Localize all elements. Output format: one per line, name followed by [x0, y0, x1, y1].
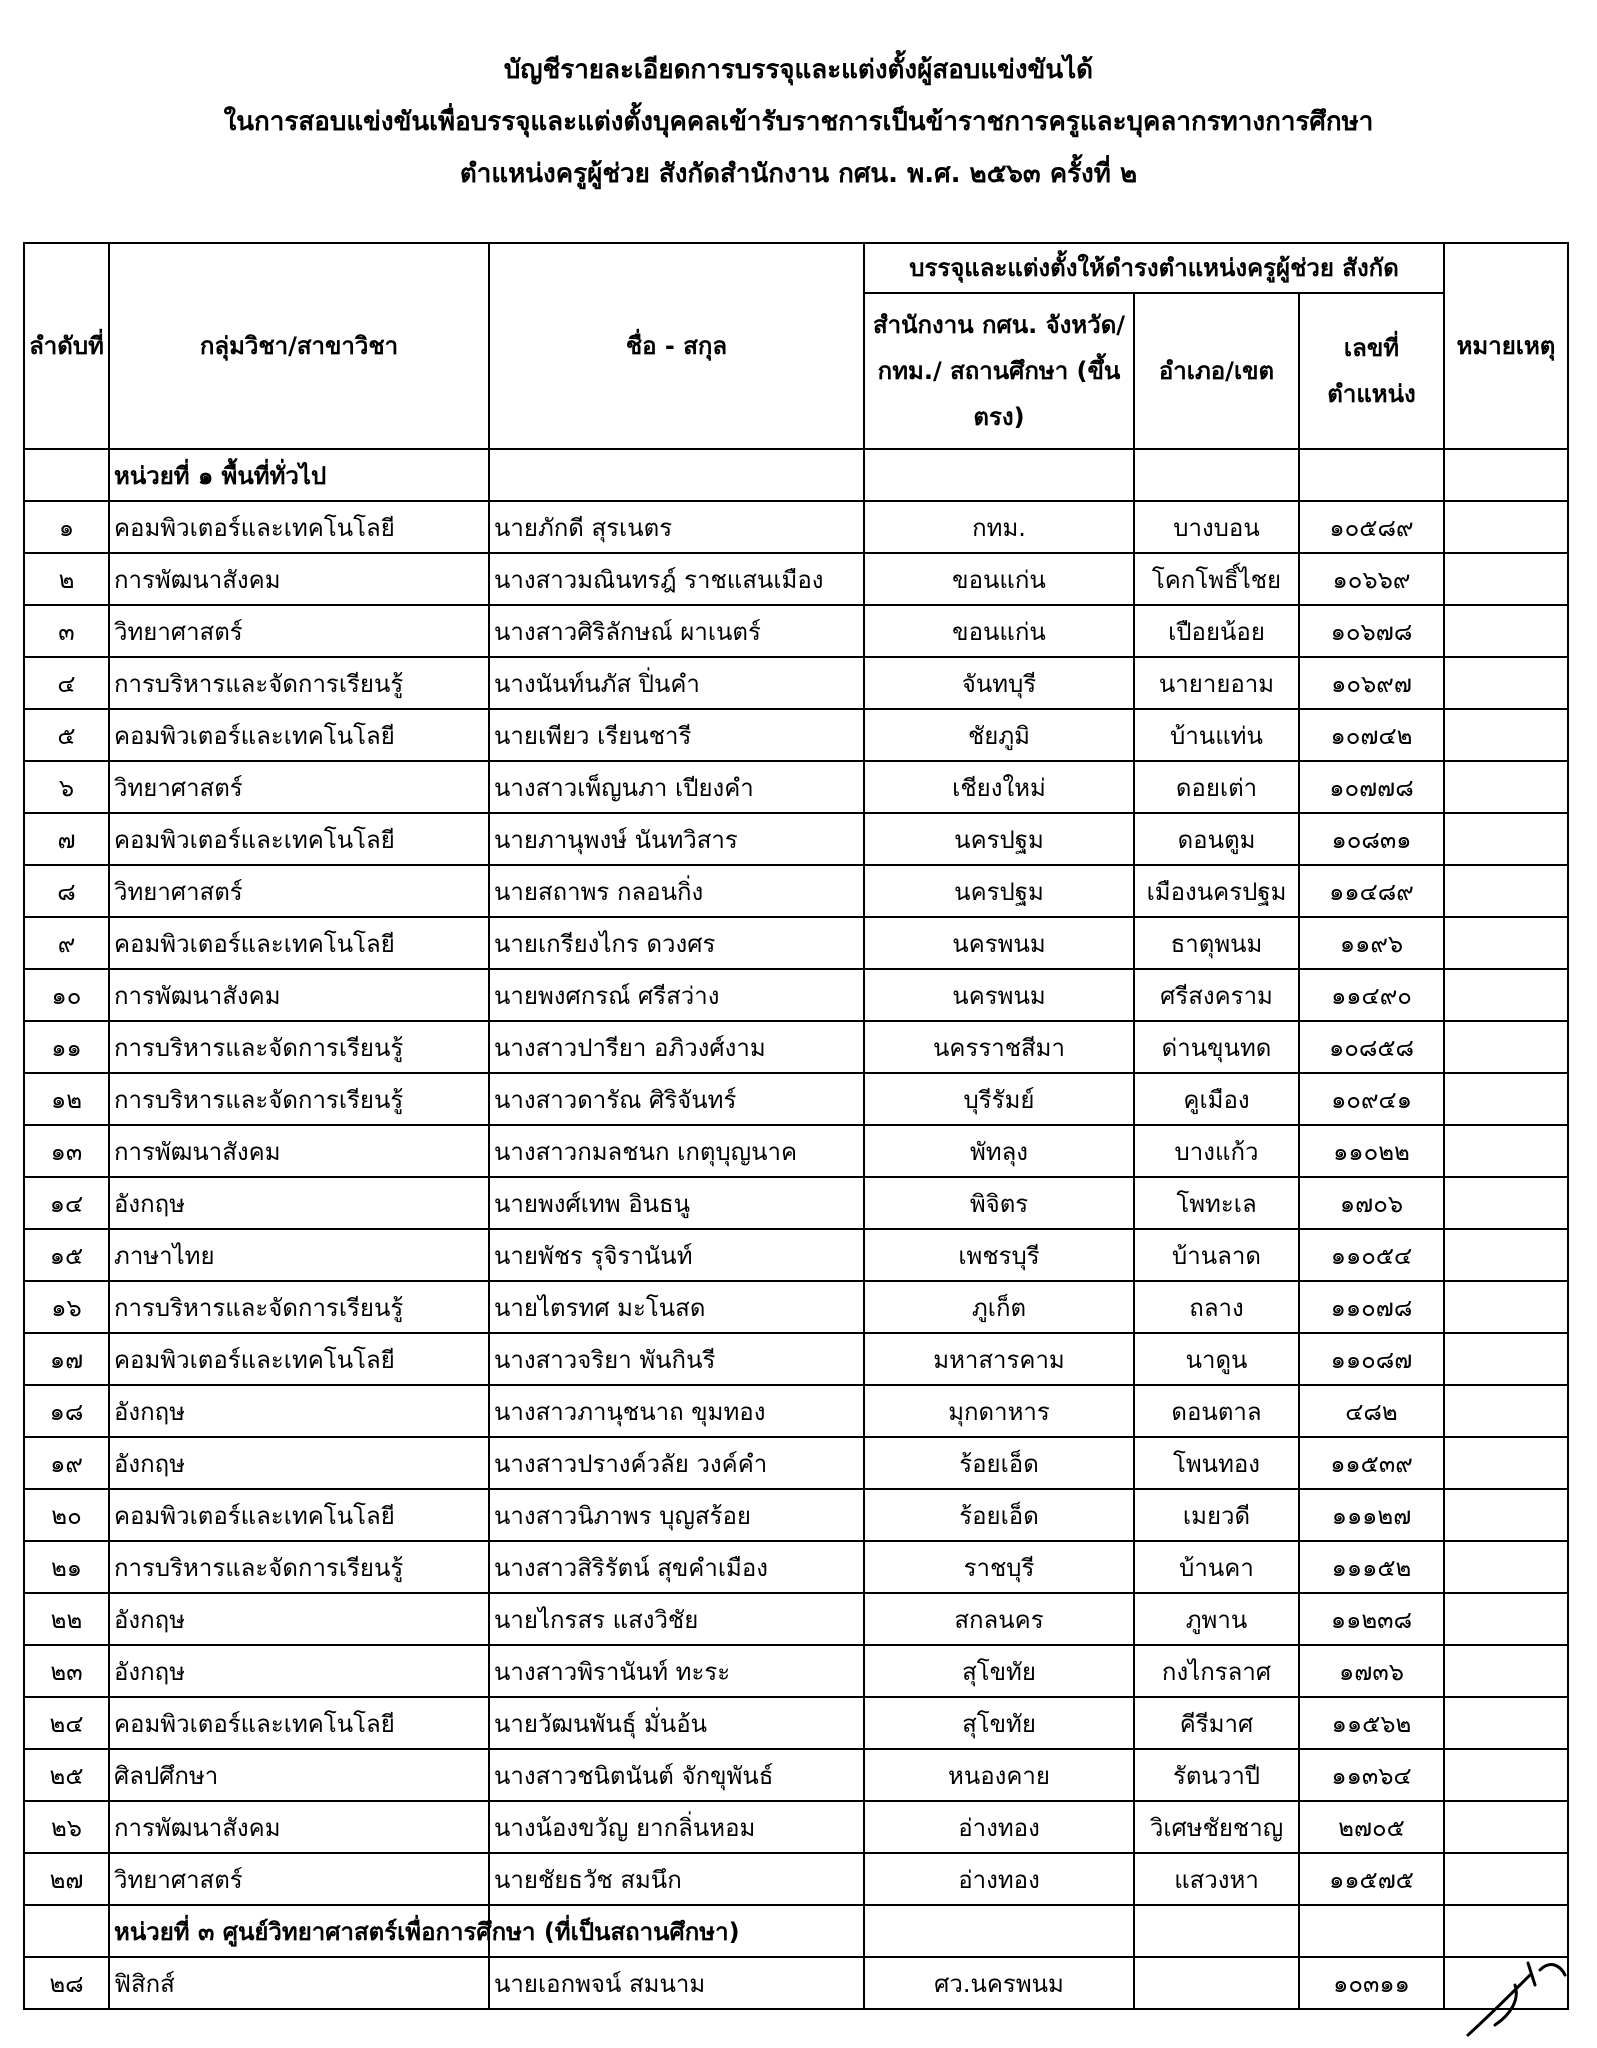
row-remark — [1444, 1281, 1568, 1333]
table-row — [24, 1697, 1568, 1749]
row-number: ๑ — [24, 501, 109, 553]
row-name: นางสาวนิภาพร บุญสร้อย — [489, 1489, 864, 1541]
row-name: นายพัชร รุจิรานันท์ — [489, 1229, 864, 1281]
row-subject: ภาษาไทย — [109, 1229, 489, 1281]
row-position-no: ๑๐๖๗๘ — [1299, 605, 1444, 657]
row-number: ๔ — [24, 657, 109, 709]
row-remark — [1444, 969, 1568, 1021]
row-subject: การบริหารและจัดการเรียนรู้ — [109, 1541, 489, 1593]
row-name: นางสาวภานุชนาถ ขุมทอง — [489, 1385, 864, 1437]
row-office: พิจิตร — [864, 1177, 1134, 1229]
table-row — [24, 709, 1568, 761]
appointment-table — [23, 242, 1569, 2010]
table-row — [24, 1541, 1568, 1593]
group-empty-cell — [864, 1905, 1134, 1957]
row-subject: คอมพิวเตอร์และเทคโนโลยี — [109, 1489, 489, 1541]
row-district: แสวงหา — [1134, 1853, 1299, 1905]
row-position-no: ๑๑๔๘๙ — [1299, 865, 1444, 917]
row-name: นายไตรทศ มะโนสด — [489, 1281, 864, 1333]
row-remark — [1444, 813, 1568, 865]
row-office: มุกดาหาร — [864, 1385, 1134, 1437]
row-office: ร้อยเอ็ด — [864, 1489, 1134, 1541]
row-subject: คอมพิวเตอร์และเทคโนโลยี — [109, 709, 489, 761]
row-position-no: ๑๐๗๔๒ — [1299, 709, 1444, 761]
row-subject: อังกฤษ — [109, 1177, 489, 1229]
row-number: ๑๑ — [24, 1021, 109, 1073]
row-number: ๓ — [24, 605, 109, 657]
header-name: ชื่อ - สกุล — [489, 243, 864, 449]
row-name: นางสาวศิริลักษณ์ ผาเนตร์ — [489, 605, 864, 657]
row-name: นายภักดี สุรเนตร — [489, 501, 864, 553]
row-office: เพชรบุรี — [864, 1229, 1134, 1281]
row-remark — [1444, 709, 1568, 761]
table-row — [24, 865, 1568, 917]
row-district: ศรีสงคราม — [1134, 969, 1299, 1021]
row-name: นายสถาพร กลอนกิ่ง — [489, 865, 864, 917]
row-district: โพทะเล — [1134, 1177, 1299, 1229]
row-number: ๕ — [24, 709, 109, 761]
row-subject: ฟิสิกส์ — [109, 1957, 489, 2009]
table-row — [24, 501, 1568, 553]
row-office: สกลนคร — [864, 1593, 1134, 1645]
group-empty-cell — [1299, 449, 1444, 501]
table-row — [24, 917, 1568, 969]
group-empty-cell — [1299, 1905, 1444, 1957]
row-subject: การพัฒนาสังคม — [109, 553, 489, 605]
row-district: ดอยเต่า — [1134, 761, 1299, 813]
row-remark — [1444, 657, 1568, 709]
table-row — [24, 1385, 1568, 1437]
row-remark — [1444, 1177, 1568, 1229]
row-number: ๒๓ — [24, 1645, 109, 1697]
table-row — [24, 1801, 1568, 1853]
row-office: ชัยภูมิ — [864, 709, 1134, 761]
row-subject: อังกฤษ — [109, 1645, 489, 1697]
row-number: ๘ — [24, 865, 109, 917]
row-district: โคกโพธิ์ไชย — [1134, 553, 1299, 605]
header-appoint-group: บรรจุและแต่งตั้งให้ดำรงตำแหน่งครูผู้ช่วย สังกัด — [864, 243, 1444, 293]
header-num: ลำดับที่ — [24, 243, 109, 449]
row-office: หนองคาย — [864, 1749, 1134, 1801]
signature-mark — [1460, 1955, 1570, 2040]
table-row — [24, 657, 1568, 709]
group-header-row — [24, 1905, 1568, 1957]
row-office: เชียงใหม่ — [864, 761, 1134, 813]
row-position-no: ๑๑๐๒๒ — [1299, 1125, 1444, 1177]
row-district: คูเมือง — [1134, 1073, 1299, 1125]
row-name: นายเอกพจน์ สมนาม — [489, 1957, 864, 2009]
row-remark — [1444, 605, 1568, 657]
row-remark — [1444, 1853, 1568, 1905]
row-position-no: ๑๑๕๖๒ — [1299, 1697, 1444, 1749]
row-district: บางแก้ว — [1134, 1125, 1299, 1177]
row-position-no: ๑๐๘๓๑ — [1299, 813, 1444, 865]
row-office: นครพนม — [864, 969, 1134, 1021]
row-subject: การพัฒนาสังคม — [109, 1801, 489, 1853]
row-office: มหาสารคาม — [864, 1333, 1134, 1385]
table-row — [24, 1957, 1568, 2009]
row-district — [1134, 1957, 1299, 2009]
header-position-no: เลขที่ ตำแหน่ง — [1299, 293, 1444, 449]
row-position-no: ๑๐๖๙๗ — [1299, 657, 1444, 709]
row-remark — [1444, 1749, 1568, 1801]
row-number: ๙ — [24, 917, 109, 969]
row-district: ภูพาน — [1134, 1593, 1299, 1645]
row-district: บ้านแท่น — [1134, 709, 1299, 761]
table-row — [24, 761, 1568, 813]
group-empty-cell — [864, 449, 1134, 501]
row-remark — [1444, 1801, 1568, 1853]
row-subject: ศิลปศึกษา — [109, 1749, 489, 1801]
row-office: นครพนม — [864, 917, 1134, 969]
row-name: นายเพียว เรียนชารี — [489, 709, 864, 761]
row-name: นายภานุพงษ์ นันทวิสาร — [489, 813, 864, 865]
row-position-no: ๑๐๖๖๙ — [1299, 553, 1444, 605]
row-subject: การพัฒนาสังคม — [109, 1125, 489, 1177]
table-row — [24, 1333, 1568, 1385]
row-subject: การพัฒนาสังคม — [109, 969, 489, 1021]
row-remark — [1444, 865, 1568, 917]
row-office: ราชบุรี — [864, 1541, 1134, 1593]
row-office: ขอนแก่น — [864, 553, 1134, 605]
row-remark — [1444, 1385, 1568, 1437]
row-remark — [1444, 917, 1568, 969]
row-number: ๑๖ — [24, 1281, 109, 1333]
row-number: ๑๙ — [24, 1437, 109, 1489]
row-number: ๑๔ — [24, 1177, 109, 1229]
row-office: จันทบุรี — [864, 657, 1134, 709]
row-district: เมยวดี — [1134, 1489, 1299, 1541]
row-office: อ่างทอง — [864, 1801, 1134, 1853]
row-district: บางบอน — [1134, 501, 1299, 553]
title-line-3: ตำแหน่งครูผู้ช่วย สังกัดสำนักงาน กศน. พ.ศ. ๒๕๖๓ ครั้งที่ ๒ — [459, 159, 1138, 189]
row-number: ๑๗ — [24, 1333, 109, 1385]
row-office: พัทลุง — [864, 1125, 1134, 1177]
row-office: อ่างทอง — [864, 1853, 1134, 1905]
row-subject: คอมพิวเตอร์และเทคโนโลยี — [109, 813, 489, 865]
row-name: นางสาวชนิตนันต์ จักขุพันธ์ — [489, 1749, 864, 1801]
row-office: สุโขทัย — [864, 1697, 1134, 1749]
row-remark — [1444, 1437, 1568, 1489]
table-row — [24, 1281, 1568, 1333]
table-row — [24, 813, 1568, 865]
row-name: นางนันท์นภัส ปิ่นคำ — [489, 657, 864, 709]
row-subject: การบริหารและจัดการเรียนรู้ — [109, 1281, 489, 1333]
row-subject: คอมพิวเตอร์และเทคโนโลยี — [109, 1697, 489, 1749]
group-empty-cell — [1444, 449, 1568, 501]
row-position-no: ๑๑๐๕๔ — [1299, 1229, 1444, 1281]
row-district: โพนทอง — [1134, 1437, 1299, 1489]
row-position-no: ๑๑๑๒๗ — [1299, 1489, 1444, 1541]
row-district: ดอนตูม — [1134, 813, 1299, 865]
row-subject: วิทยาศาสตร์ — [109, 1853, 489, 1905]
row-name: นายไกรสร แสงวิชัย — [489, 1593, 864, 1645]
row-subject: การบริหารและจัดการเรียนรู้ — [109, 1021, 489, 1073]
title-line-2: ในการสอบแข่งขันเพื่อบรรจุและแต่งตั้งบุคคลเข้ารับราชการเป็นข้าราชการครูและบุคลากรทางการศึกษา — [223, 107, 1374, 137]
row-position-no: ๑๑๓๖๔ — [1299, 1749, 1444, 1801]
row-position-no: ๑๐๕๘๙ — [1299, 501, 1444, 553]
row-remark — [1444, 1593, 1568, 1645]
row-position-no: ๑๑๕๓๙ — [1299, 1437, 1444, 1489]
row-name: นางน้องขวัญ ยากลิ่นหอม — [489, 1801, 864, 1853]
table-row — [24, 1021, 1568, 1073]
table-row — [24, 1229, 1568, 1281]
row-office: สุโขทัย — [864, 1645, 1134, 1697]
row-name: นางสาวสิริรัตน์ สุขคำเมือง — [489, 1541, 864, 1593]
table-row — [24, 1125, 1568, 1177]
row-number: ๑๐ — [24, 969, 109, 1021]
row-name: นายเกรียงไกร ดวงศร — [489, 917, 864, 969]
row-remark — [1444, 1073, 1568, 1125]
row-remark — [1444, 1541, 1568, 1593]
header-subject: กลุ่มวิชา/สาขาวิชา — [109, 243, 489, 449]
row-subject: วิทยาศาสตร์ — [109, 865, 489, 917]
row-remark — [1444, 1021, 1568, 1073]
row-position-no: ๑๗๐๖ — [1299, 1177, 1444, 1229]
row-position-no: ๑๑๔๙๐ — [1299, 969, 1444, 1021]
row-district: ด่านขุนทด — [1134, 1021, 1299, 1073]
row-name: นายพงศ์เทพ อินธนู — [489, 1177, 864, 1229]
row-district: รัตนวาปี — [1134, 1749, 1299, 1801]
row-number: ๑๒ — [24, 1073, 109, 1125]
row-office: บุรีรัมย์ — [864, 1073, 1134, 1125]
row-name: นายพงศกรณ์ ศรีสว่าง — [489, 969, 864, 1021]
row-remark — [1444, 501, 1568, 553]
row-subject: การบริหารและจัดการเรียนรู้ — [109, 657, 489, 709]
row-position-no: ๒๗๐๕ — [1299, 1801, 1444, 1853]
row-district: วิเศษชัยชาญ — [1134, 1801, 1299, 1853]
row-subject: วิทยาศาสตร์ — [109, 605, 489, 657]
row-remark — [1444, 1333, 1568, 1385]
row-position-no: ๑๐๗๗๘ — [1299, 761, 1444, 813]
row-number: ๒๔ — [24, 1697, 109, 1749]
row-district: ถลาง — [1134, 1281, 1299, 1333]
row-name: นางสาวปารียา อภิวงศ์งาม — [489, 1021, 864, 1073]
row-name: นางสาวดารัณ ศิริจันทร์ — [489, 1073, 864, 1125]
row-subject: คอมพิวเตอร์และเทคโนโลยี — [109, 917, 489, 969]
row-office: กทม. — [864, 501, 1134, 553]
row-remark — [1444, 1489, 1568, 1541]
row-position-no: ๑๐๘๕๘ — [1299, 1021, 1444, 1073]
table-row — [24, 1593, 1568, 1645]
group-empty-cell — [1134, 1905, 1299, 1957]
group-empty-cell — [489, 449, 864, 501]
row-district: บ้านลาด — [1134, 1229, 1299, 1281]
row-name: นายวัฒนพันธุ์ มั่นอ้น — [489, 1697, 864, 1749]
row-number: ๒๒ — [24, 1593, 109, 1645]
header-district: อำเภอ/เขต — [1134, 293, 1299, 449]
row-district: นายายอาม — [1134, 657, 1299, 709]
row-number: ๒ — [24, 553, 109, 605]
row-remark — [1444, 1229, 1568, 1281]
row-name: นางสาวปรางค์วลัย วงค์คำ — [489, 1437, 864, 1489]
row-number: ๑๓ — [24, 1125, 109, 1177]
table-row — [24, 1645, 1568, 1697]
row-subject: อังกฤษ — [109, 1385, 489, 1437]
row-district: กงไกรลาศ — [1134, 1645, 1299, 1697]
row-district: เปือยน้อย — [1134, 605, 1299, 657]
row-name: นายชัยธวัช สมนึก — [489, 1853, 864, 1905]
row-subject: อังกฤษ — [109, 1593, 489, 1645]
row-number: ๒๑ — [24, 1541, 109, 1593]
table-row — [24, 1437, 1568, 1489]
row-position-no: ๑๑๑๕๒ — [1299, 1541, 1444, 1593]
row-remark — [1444, 1697, 1568, 1749]
row-remark — [1444, 761, 1568, 813]
row-district: นาดูน — [1134, 1333, 1299, 1385]
row-position-no: ๑๗๓๖ — [1299, 1645, 1444, 1697]
row-number: ๒๕ — [24, 1749, 109, 1801]
table-row — [24, 1177, 1568, 1229]
table-row — [24, 1489, 1568, 1541]
table-row — [24, 1073, 1568, 1125]
table-row — [24, 969, 1568, 1021]
row-name: นางสาวกมลชนก เกตุบุญนาค — [489, 1125, 864, 1177]
row-position-no: ๑๐๙๔๑ — [1299, 1073, 1444, 1125]
row-remark — [1444, 553, 1568, 605]
row-number: ๒๗ — [24, 1853, 109, 1905]
row-name: นางสาวพิรานันท์ ทะระ — [489, 1645, 864, 1697]
row-position-no: ๔๘๒ — [1299, 1385, 1444, 1437]
row-office: นครราชสีมา — [864, 1021, 1134, 1073]
row-number: ๖ — [24, 761, 109, 813]
table-row — [24, 553, 1568, 605]
row-office: ภูเก็ต — [864, 1281, 1134, 1333]
row-subject: การบริหารและจัดการเรียนรู้ — [109, 1073, 489, 1125]
row-number: ๗ — [24, 813, 109, 865]
row-number: ๑๘ — [24, 1385, 109, 1437]
row-position-no: ๑๑๕๗๕ — [1299, 1853, 1444, 1905]
row-office: นครปฐม — [864, 865, 1134, 917]
row-subject: อังกฤษ — [109, 1437, 489, 1489]
table-row — [24, 1749, 1568, 1801]
group-empty-cell — [1444, 1905, 1568, 1957]
group-empty-cell — [1134, 449, 1299, 501]
header-remark: หมายเหตุ — [1444, 243, 1568, 449]
row-district: ดอนตาล — [1134, 1385, 1299, 1437]
row-district: ธาตุพนม — [1134, 917, 1299, 969]
row-office: ร้อยเอ็ด — [864, 1437, 1134, 1489]
row-position-no: ๑๑๙๖ — [1299, 917, 1444, 969]
table-row — [24, 605, 1568, 657]
table-row — [24, 1853, 1568, 1905]
row-position-no: ๑๑๐๘๗ — [1299, 1333, 1444, 1385]
table-body — [24, 449, 1568, 2009]
row-subject: คอมพิวเตอร์และเทคโนโลยี — [109, 1333, 489, 1385]
row-position-no: ๑๑๐๗๘ — [1299, 1281, 1444, 1333]
row-number: ๑๕ — [24, 1229, 109, 1281]
title-line-1: บัญชีรายละเอียดการบรรจุและแต่งตั้งผู้สอบแข่งขันได้ — [503, 55, 1094, 85]
row-office: นครปฐม — [864, 813, 1134, 865]
header-office: สำนักงาน กศน. จังหวัด/กทม./ สถานศึกษา (ขึ้นตรง) — [864, 293, 1134, 449]
group-label: หน่วยที่ ๑ พื้นที่ทั่วไป — [109, 449, 489, 501]
row-number: ๒๘ — [24, 1957, 109, 2009]
row-office: ศว.นครพนม — [864, 1957, 1134, 2009]
group-header-row — [24, 449, 1568, 501]
row-name: นางสาวเพ็ญนภา เปียงคำ — [489, 761, 864, 813]
row-district: บ้านคา — [1134, 1541, 1299, 1593]
row-district: คีรีมาศ — [1134, 1697, 1299, 1749]
row-number: ๒๖ — [24, 1801, 109, 1853]
row-office: ขอนแก่น — [864, 605, 1134, 657]
row-district: เมืองนครปฐม — [1134, 865, 1299, 917]
document-title — [0, 44, 1597, 200]
group-empty-cell — [24, 449, 109, 501]
row-name: นางสาวมณินทรฎ์ ราชแสนเมือง — [489, 553, 864, 605]
row-position-no: ๑๐๓๑๑ — [1299, 1957, 1444, 2009]
row-name: นางสาวจริยา พันกินรี — [489, 1333, 864, 1385]
group-empty-cell — [24, 1905, 109, 1957]
row-position-no: ๑๑๒๓๘ — [1299, 1593, 1444, 1645]
row-subject: คอมพิวเตอร์และเทคโนโลยี — [109, 501, 489, 553]
row-remark — [1444, 1645, 1568, 1697]
group-label: หน่วยที่ ๓ ศูนย์วิทยาศาสตร์เพื่อการศึกษา (ที่เป็นสถานศึกษา) — [109, 1905, 489, 1957]
row-number: ๒๐ — [24, 1489, 109, 1541]
row-subject: วิทยาศาสตร์ — [109, 761, 489, 813]
row-remark — [1444, 1125, 1568, 1177]
